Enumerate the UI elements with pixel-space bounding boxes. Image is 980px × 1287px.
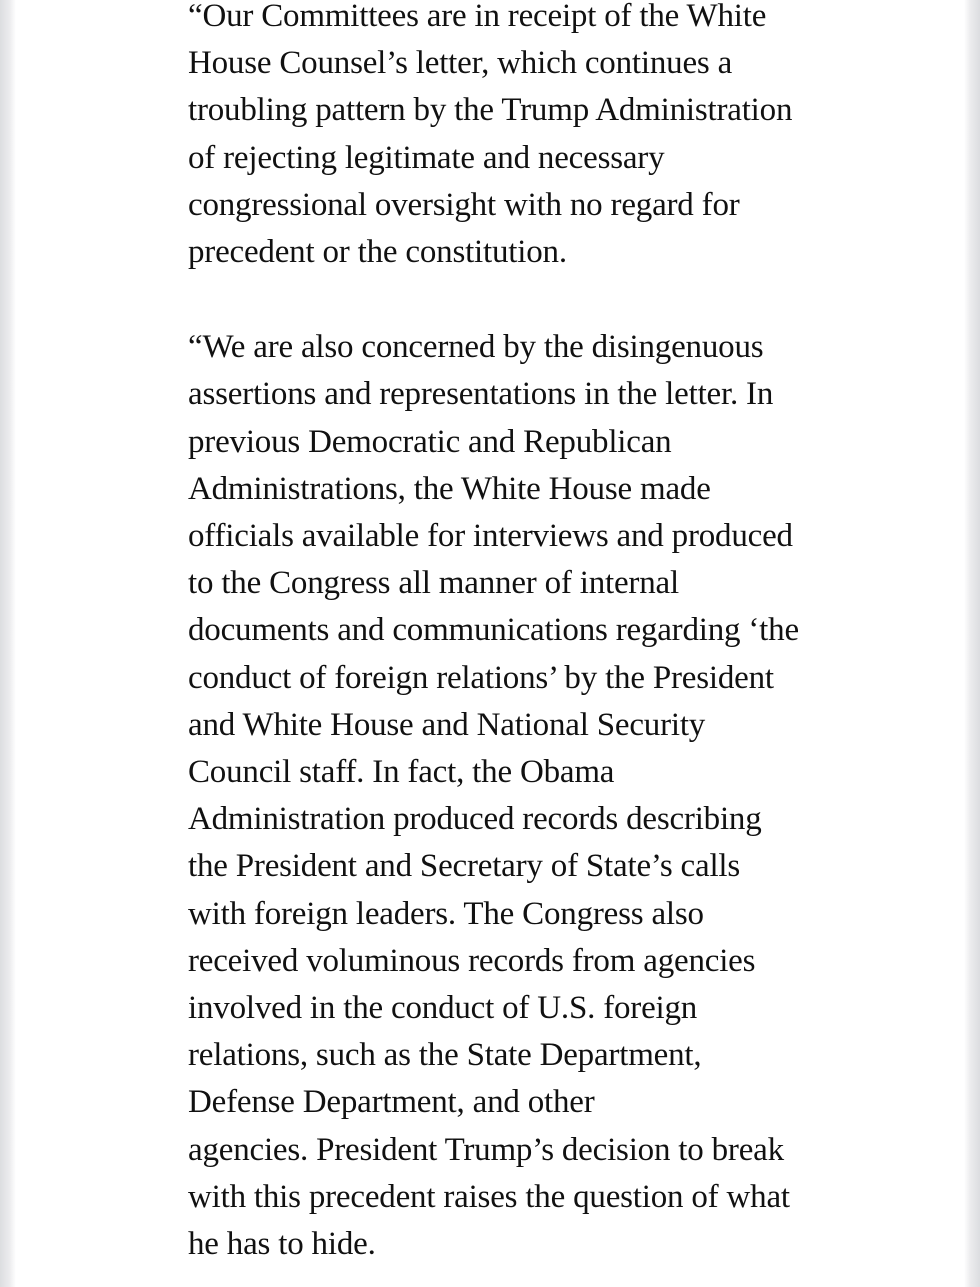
left-page-edge <box>0 0 16 1287</box>
paragraph-committees-receipt: “Our Committees are in receipt of the White House Counsel’s letter, which continues a troubling pattern by the Trump Administration of rejecting legitimate and necessary congressional oversight with no regard for precedent or the constitution. <box>188 0 793 271</box>
statement-text <box>188 0 928 1268</box>
paragraph-disingenuous-assertions: “We are also concerned by the disingenuous assertions and representations in the letter. In previous Democratic and Republican Administrations, the White House made officials available for interviews and produced to the Congress all manner of internal documents and communications regarding ‘the conduct of foreign relations’ by the President and White House and National Security Council staff. In fact, the Obama Administration produced records describing the President and Secretary of State’s calls with foreign leaders. The Congress also received voluminous records from agencies involved in the conduct of U.S. foreign relations, such as the State Department, Defense Department, and other agencies. President Trump’s decision to break with this precedent raises the question of what he has to hide. <box>188 329 799 1263</box>
right-page-edge <box>964 0 980 1287</box>
